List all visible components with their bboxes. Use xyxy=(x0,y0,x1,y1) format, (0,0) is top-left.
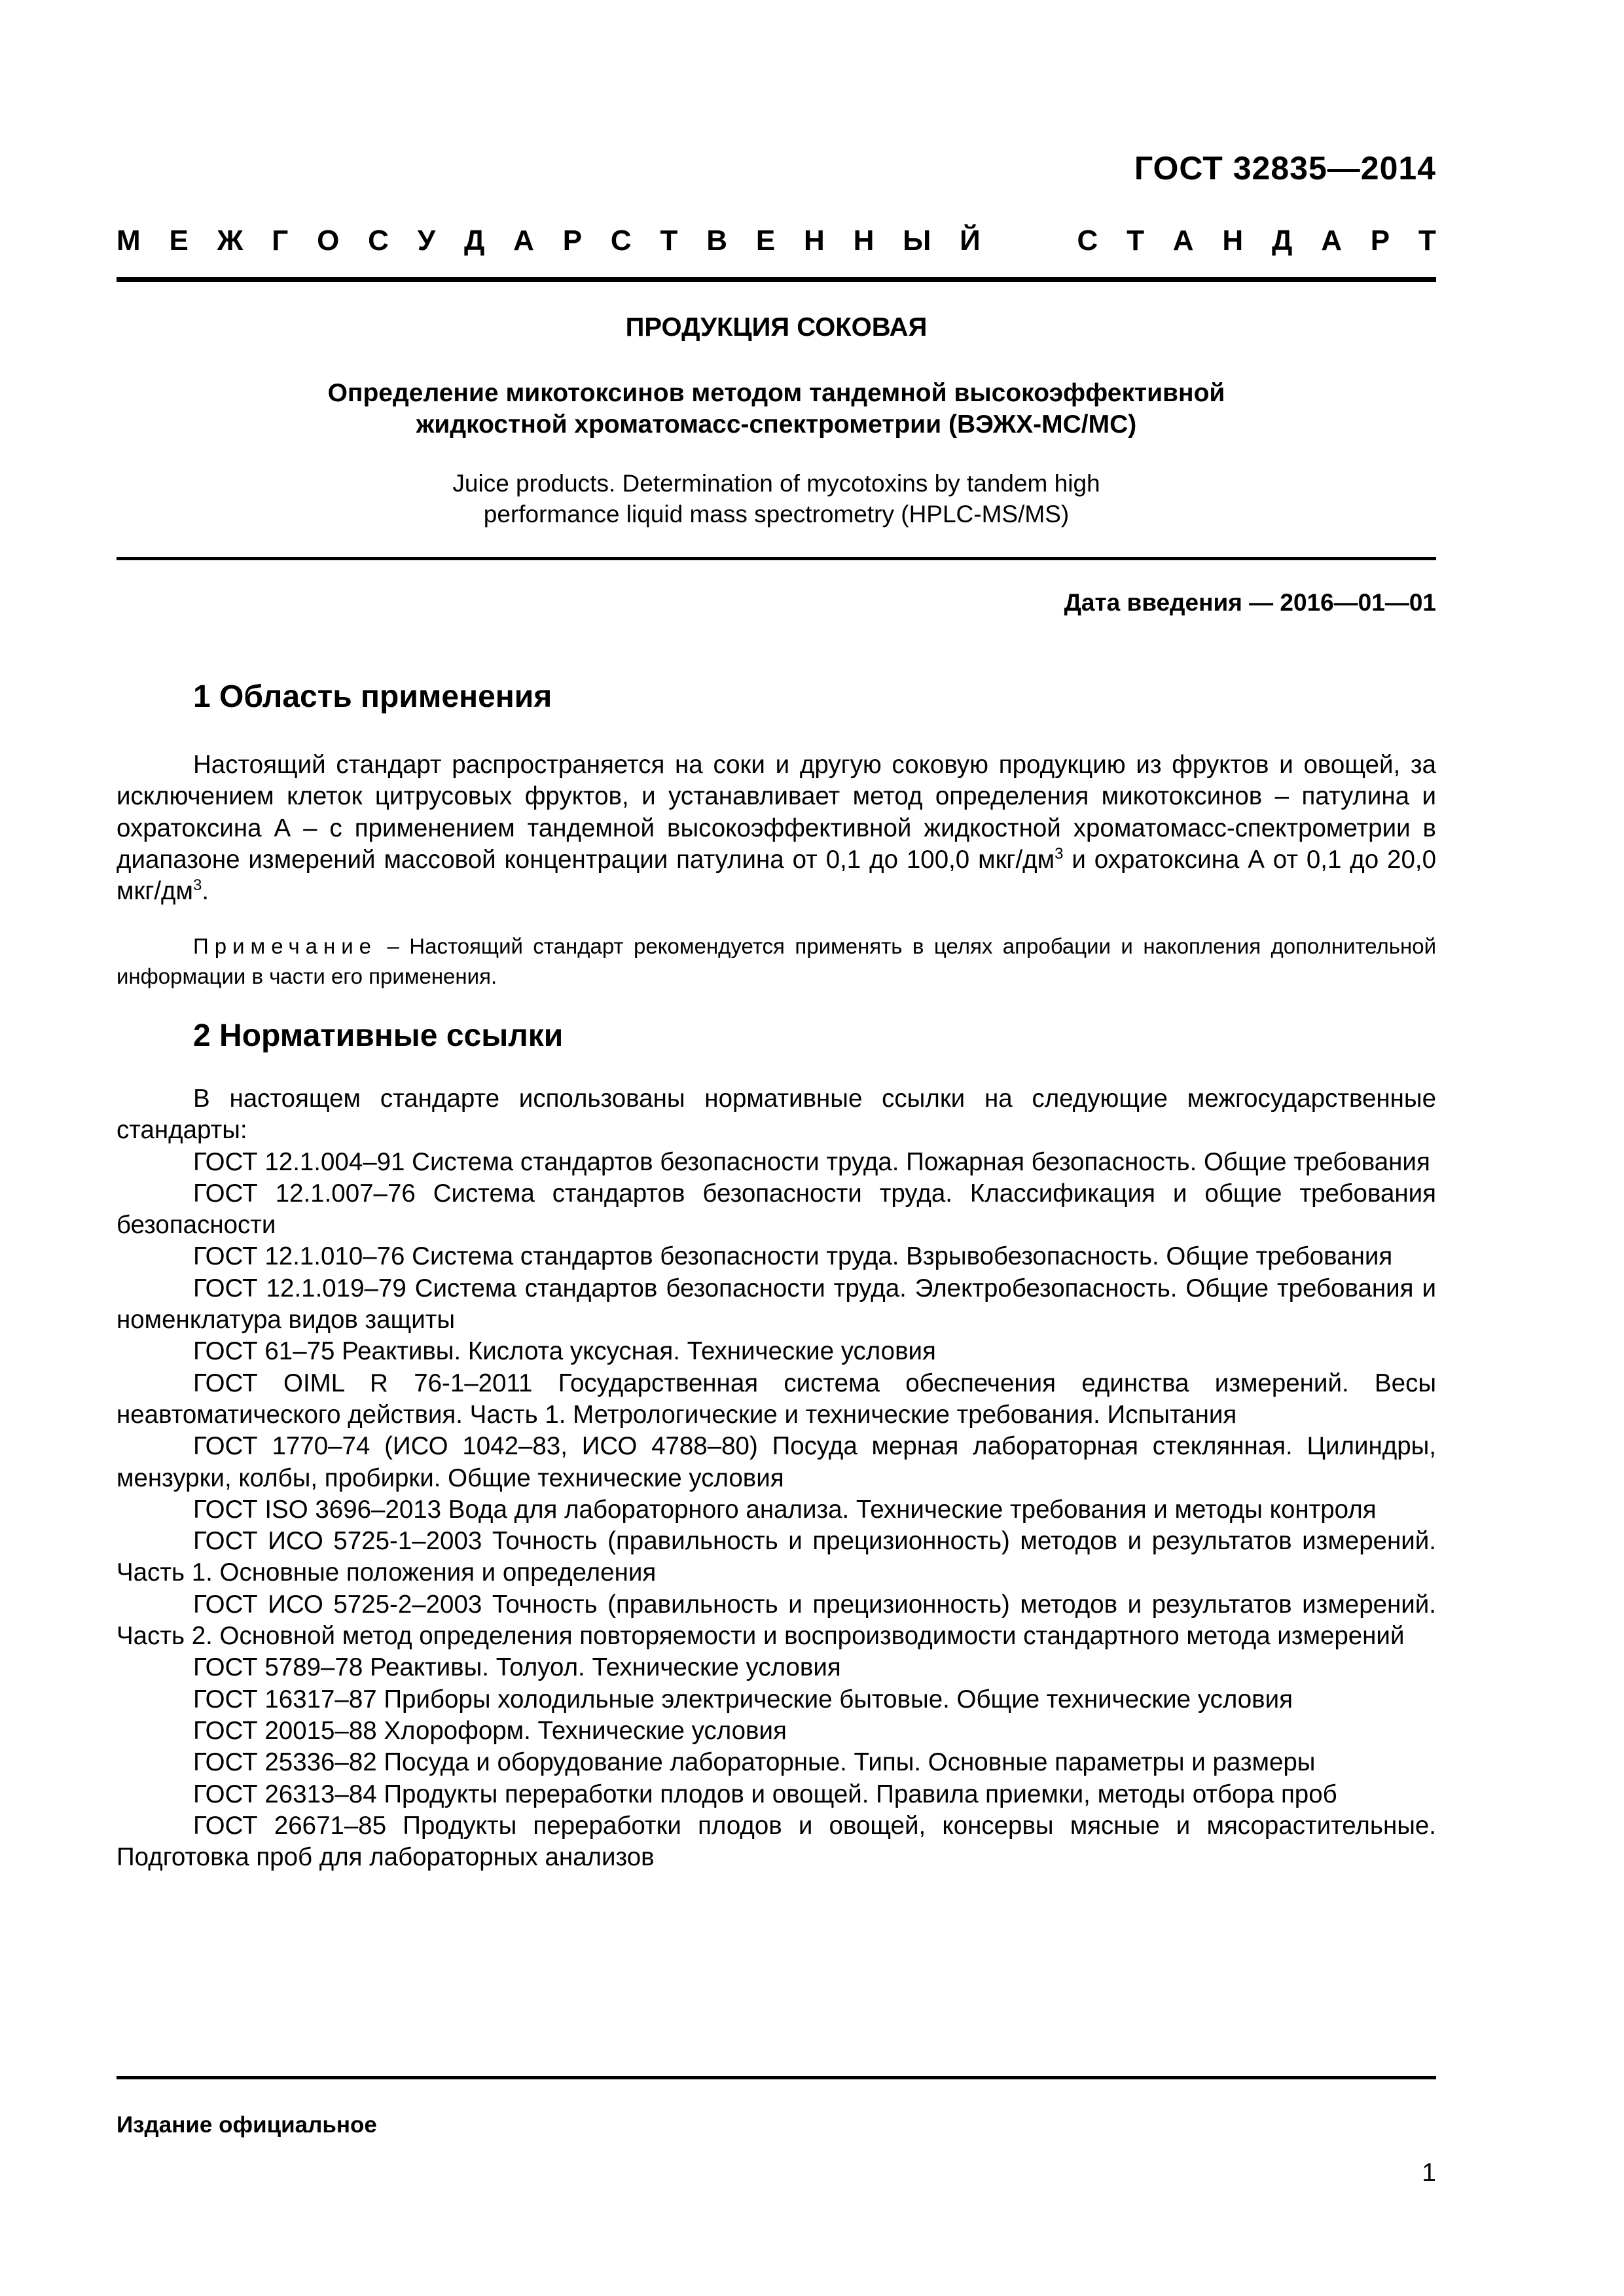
standard-type-letter: В xyxy=(706,224,728,257)
superscript: 3 xyxy=(193,876,202,895)
standard-type-letter: Ж xyxy=(217,224,244,257)
standard-type-letter: О xyxy=(317,224,340,257)
reference-item: ГОСТ 12.1.019–79 Система стандартов безопасности труда. Электробезопасность. Общие требования и номенклатура видов защиты xyxy=(117,1274,1436,1335)
reference-item: ГОСТ 25336–82 Посуда и оборудование лабораторные. Типы. Основные параметры и размеры xyxy=(193,1748,1316,1777)
standard-type-letter: Д xyxy=(1272,224,1293,257)
scope-text: . xyxy=(202,877,209,906)
section-2-heading: 2 Нормативные ссылки xyxy=(193,1018,564,1053)
reference-item: ГОСТ 5789–78 Реактивы. Толуол. Технические условия xyxy=(193,1653,841,1682)
standard-type-letter: А xyxy=(513,224,534,257)
reference-item: ГОСТ 12.1.004–91 Система стандартов безопасности труда. Пожарная безопасность. Общие требования xyxy=(193,1147,1430,1176)
standard-type-letter: Н xyxy=(853,224,875,257)
reference-item: ГОСТ 1770–74 (ИСО 1042–83, ИСО 4788–80) Посуда мерная лабораторная стеклянная. Цилиндры, мензурки, колбы, пробирки. Общие технические условия xyxy=(117,1432,1436,1492)
product-title: ПРОДУКЦИЯ СОКОВАЯ xyxy=(625,313,928,342)
reference-item: ГОСТ ИСО 5725-2–2003 Точность (правильность и прецизионность) методов и результатов измерений. Часть 2. Основной метод определения повторяемости и воспроизводимости стандартного метода измерений xyxy=(117,1590,1436,1651)
standard-type-letter: Г xyxy=(272,224,289,257)
scope-text: и охратоксина А от 0,1 до 20,0 мкг/дм xyxy=(117,845,1436,906)
scope-paragraph xyxy=(117,749,1436,907)
standard-type-letter: С xyxy=(1077,224,1098,257)
english-title-line: performance liquid mass spectrometry (HPLC-MS/MS) xyxy=(483,501,1070,528)
standard-type-letter: М xyxy=(117,224,141,257)
standard-type-letter: Н xyxy=(1222,224,1244,257)
russian-title-line: Определение микотоксинов методом тандемной высокоэффективной xyxy=(327,379,1225,407)
word-gap xyxy=(1009,224,1049,257)
standard-type-letter: Е xyxy=(755,224,776,257)
standard-type-letter: Т xyxy=(1127,224,1144,257)
standard-type-letter: Е xyxy=(169,224,189,257)
reference-item: ГОСТ ИСО 5725-1–2003 Точность (правильность и прецизионность) методов и результатов измерений. Часть 1. Основные положения и определения xyxy=(117,1527,1436,1587)
standard-type-letter: Т xyxy=(1418,224,1436,257)
section-2-body xyxy=(117,1083,1436,1873)
standard-type-letter: Ы xyxy=(903,224,931,257)
scope-text: Настоящий стандарт распространяется на соки и другую соковую продукцию из фруктов и овощей, за исключением клеток цитрусовых фруктов, и устанавливает метод определения микотоксинов – патулина и охратоксина А – с применением тандемной высокоэффективной жидкостной хроматомасс-спектрометрии в диапазоне измерений массовой концентрации патулина от 0,1 до 100,0 мкг/дм xyxy=(117,751,1436,874)
header-divider xyxy=(117,277,1436,282)
standard-type-letter: Р xyxy=(562,224,583,257)
introduction-date: Дата введения — 2016—01—01 xyxy=(1064,589,1436,616)
reference-item: ГОСТ OIML R 76-1–2011 Государственная система обеспечения единства измерений. Весы неавтоматического действия. Часть 1. Метрологические и технические требования. Испытания xyxy=(117,1369,1436,1429)
reference-item: ГОСТ 12.1.010–76 Система стандартов безопасности труда. Взрывобезопасность. Общие требования xyxy=(193,1242,1393,1271)
document-number: ГОСТ 32835—2014 xyxy=(1134,150,1436,187)
russian-title xyxy=(117,378,1436,440)
title-divider xyxy=(117,557,1436,560)
superscript: 3 xyxy=(1055,845,1064,863)
reference-item: ГОСТ 16317–87 Приборы холодильные электрические бытовые. Общие технические условия xyxy=(193,1685,1293,1713)
standard-type-letter: У xyxy=(417,224,436,257)
edition-label: Издание официальное xyxy=(117,2112,377,2138)
reference-item: ГОСТ 61–75 Реактивы. Кислота уксусная. Технические условия xyxy=(193,1337,936,1366)
english-title xyxy=(117,468,1436,529)
scope-note xyxy=(117,931,1436,992)
standard-type-letter: С xyxy=(610,224,632,257)
standard-type-letter: Д xyxy=(463,224,485,257)
section-1-heading: 1 Область применения xyxy=(193,679,552,714)
standard-type-letter: А xyxy=(1172,224,1194,257)
references-intro: В настоящем стандарте использованы нормативные ссылки на следующие межгосударственные стандарты: xyxy=(117,1085,1436,1145)
note-label: Примечание xyxy=(193,934,378,958)
standard-type-letter: Р xyxy=(1370,224,1390,257)
standard-type-letter: С xyxy=(368,224,389,257)
reference-item: ГОСТ 26671–85 Продукты переработки плодов и овощей, консервы мясные и мясорастительные. Подготовка проб для лабораторных анализов xyxy=(117,1811,1436,1872)
reference-item: ГОСТ ISO 3696–2013 Вода для лабораторного анализа. Технические требования и методы контроля xyxy=(193,1495,1377,1524)
reference-item: ГОСТ 20015–88 Хлороформ. Технические условия xyxy=(193,1716,787,1745)
standard-type-letter: Н xyxy=(804,224,825,257)
section-1-body xyxy=(117,749,1436,907)
standard-type-letter: Й xyxy=(960,224,981,257)
standard-type-letter: А xyxy=(1321,224,1342,257)
reference-item: ГОСТ 26313–84 Продукты переработки плодов и овощей. Правила приемки, методы отбора проб xyxy=(193,1780,1337,1808)
standard-type-letter: Т xyxy=(660,224,678,257)
footer-divider xyxy=(117,2076,1436,2079)
page-number: 1 xyxy=(1422,2159,1436,2187)
reference-item: ГОСТ 12.1.007–76 Система стандартов безопасности труда. Классификация и общие требования безопасности xyxy=(117,1179,1436,1240)
note-text: – Настоящий стандарт рекомендуется применять в целях апробации и накопления дополнительной информации в части его применения. xyxy=(117,934,1436,988)
russian-title-line: жидкостной хроматомасс-спектрометрии (ВЭЖХ-МС/МС) xyxy=(416,410,1137,439)
standard-type-heading xyxy=(117,224,1436,257)
english-title-line: Juice products. Determination of mycotoxins by tandem high xyxy=(452,470,1100,497)
